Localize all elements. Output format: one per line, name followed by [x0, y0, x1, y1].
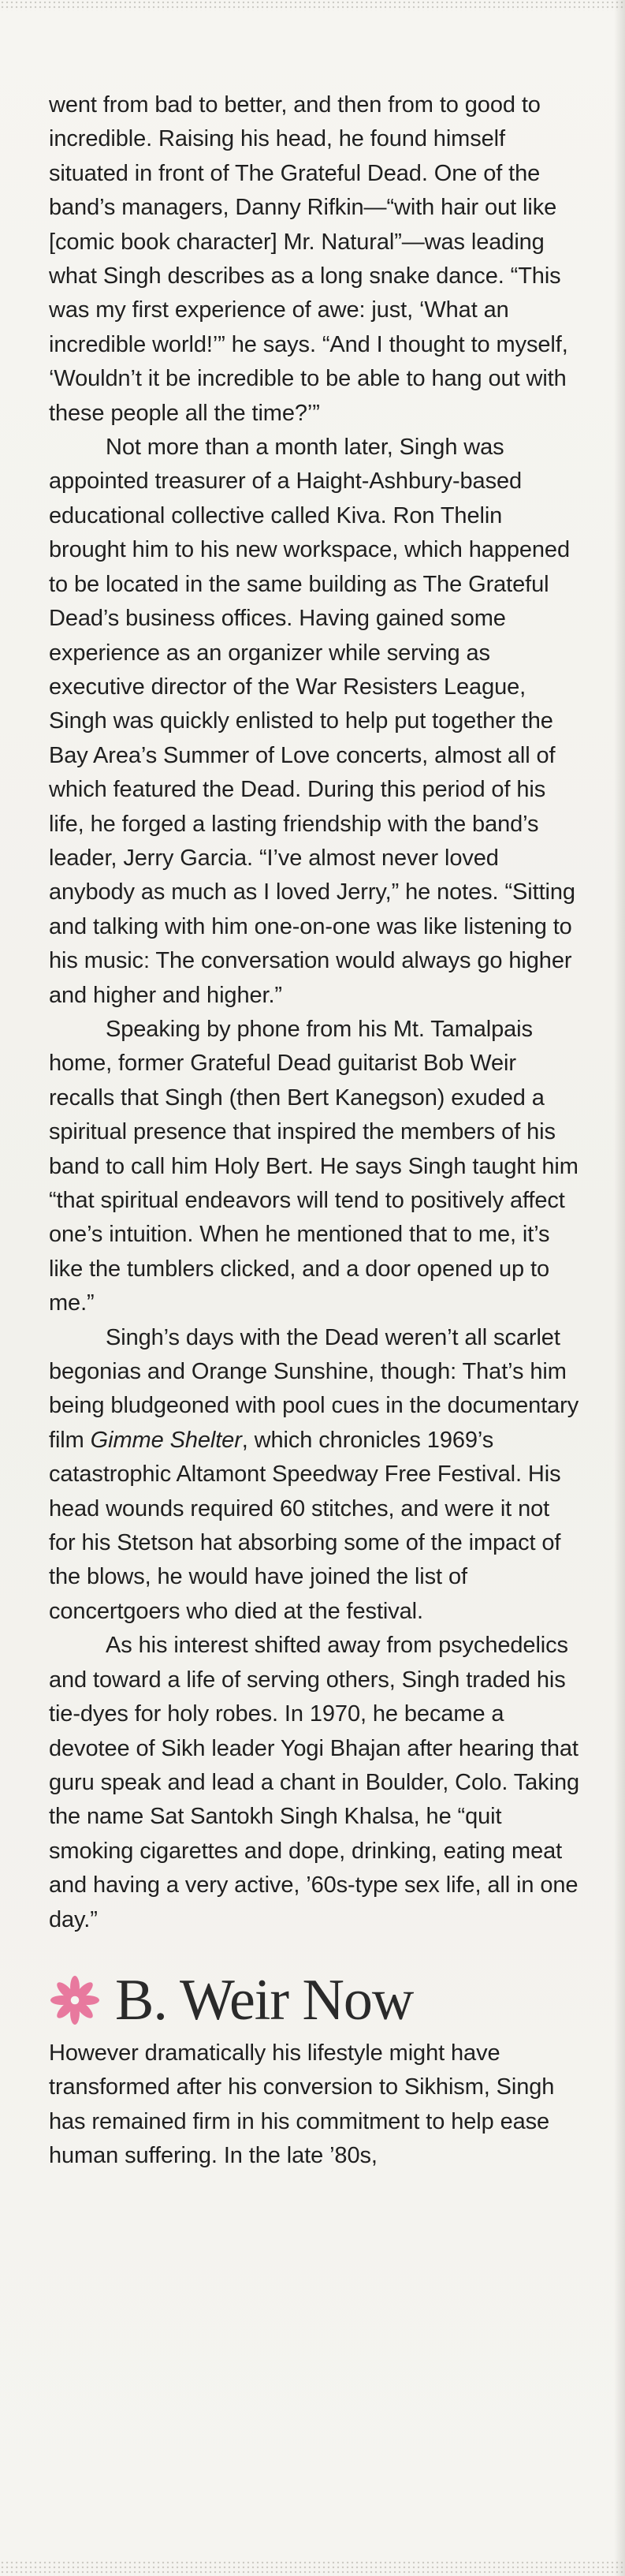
page-edge-shadow [614, 0, 625, 2576]
article-column [49, 88, 582, 2174]
film-title: Gimme Shelter [90, 1427, 242, 1453]
section-title: B. Weir Now [115, 1967, 414, 2033]
article-paragraph-6: However dramatically his lifestyle might have transformed after his conversion to Sikhism, Singh has remained firm in his commitment to help ease human suffering. In the late ’80s, [49, 2040, 555, 2169]
article-paragraph-2: Not more than a month later, Singh was appointed treasurer of a Haight-Ashbury-based educational collective called Kiva. Ron Thelin brought him to his new workspace, which happened to be located in the same building as The Grateful Dead’s business offices. Having gained some experience as an organizer while serving as executive director of the War Resisters League, Singh was quickly enlisted to help put together the Bay Area’s Summer of Love concerts, almost all of which featured the Dead. During this period of his life, he forged a lasting friendship with the band’s leader, Jerry Garcia. “I’ve almost never loved anybody as much as I loved Jerry,” he notes. “Sitting and talking with him one-on-one was like listening to his music: The conversation would always go higher and higher and higher.” [49, 435, 575, 1008]
article-paragraph-4-end: , which chronicles 1969’s catastrophic Altamont Speedway Free Festival. His head wounds required 60 stitches, and were it not for his Stetson hat absorbing some of the impact of the blows, he would have joined the list of concertgoers who died at the festival. [49, 1427, 561, 1624]
bottom-halftone-border [0, 2560, 625, 2576]
article-paragraph-4 [49, 1321, 582, 1630]
article-paragraph-1: went from bad to better, and then from to good to incredible. Raising his head, he found himself situated in front of The Grateful Dead. One of the band’s managers, Danny Rifkin—“with hair out like [comic book character] Mr. Natural”—was leading what Singh describes as a long snake dance. “This was my first experience of awe: just, ‘What an incredible world!’” he says. “And I thought to myself, ‘Wouldn’t it be incredible to be able to hang out with these people all the time?’” [49, 92, 568, 426]
flower-icon [49, 1974, 101, 2026]
top-halftone-border [0, 0, 625, 11]
article-paragraph-4-start: Singh’s days with the Dead weren’t all scarlet begonias and Orange Sunshine, though: That’s him being bludgeoned with pool cues in the documentary film [49, 1324, 579, 1453]
article-paragraph-5: As his interest shifted away from psychedelics and toward a life of serving others, Singh traded his tie-dyes for holy robes. In 1970, he became a devotee of Sikh leader Yogi Bhajan after hearing that guru speak and lead a chant in Boulder, Colo. Taking the name Sat Santokh Singh Khalsa, he “quit smoking cigarettes and dope, drinking, eating meat and having a very active, ’60s-type sex life, all in one day.” [49, 1633, 580, 1932]
article-paragraph-3: Speaking by phone from his Mt. Tamalpais home, former Grateful Dead guitarist Bob Weir recalls that Singh (then Bert Kanegson) exuded a spiritual presence that inspired the members of his band to call him Holy Bert. He says Singh taught him “that spiritual endeavors will tend to positively affect one’s intuition. When he mentioned that to me, it’s like the tumblers clicked, and a door opened up to me.” [49, 1016, 578, 1316]
section-heading [49, 1969, 582, 2032]
